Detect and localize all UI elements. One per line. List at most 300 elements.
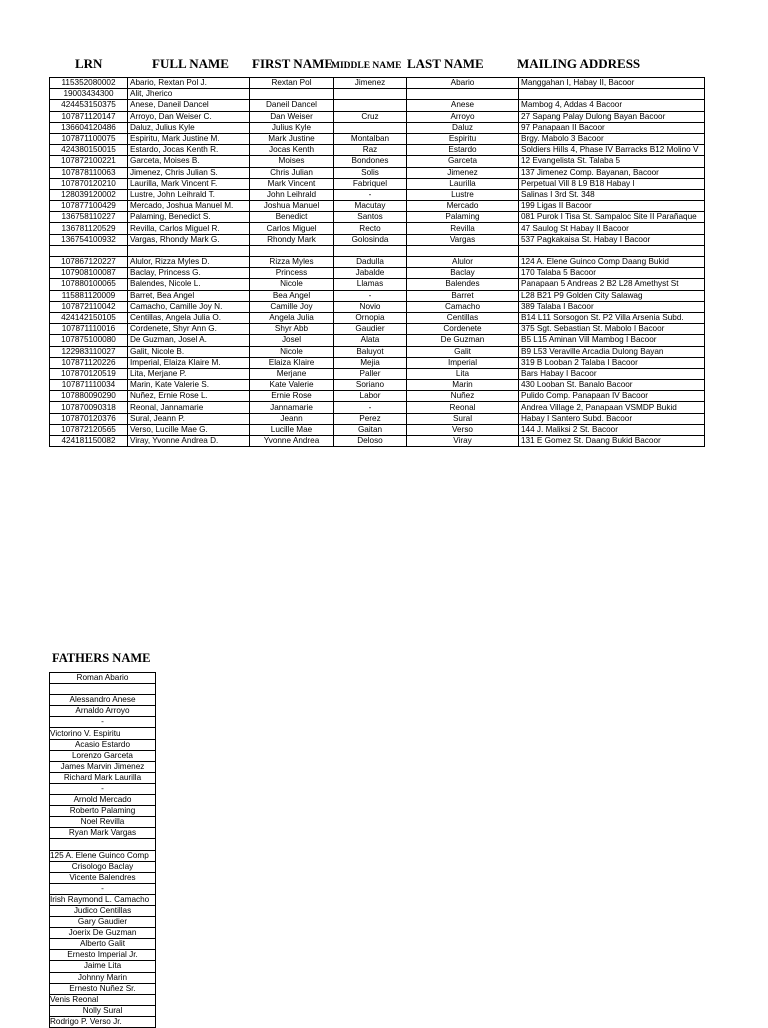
middle-name-cell: - [334,290,407,301]
middle-name-cell [334,245,407,256]
table-row [50,424,705,435]
first-name-cell: Julius Kyle [250,122,334,133]
table-row [50,1016,156,1027]
full-name-cell: Arroyo, Dan Weiser C. [128,111,250,122]
middle-name-cell: Raz [334,145,407,156]
full-name-cell: Palaming, Benedict S. [128,212,250,223]
address-cell: 081 Purok I Tisa St. Sampaloc Site II Parañaque [519,212,705,223]
lrn-cell: 19003434300 [50,89,128,100]
father-name-cell: Rodrigo P. Verso Jr. [50,1016,156,1027]
table-row [50,402,705,413]
full-name-cell: Estardo, Jocas Kenth R. [128,145,250,156]
address-cell: 47 Saulog St Habay II Bacoor [519,223,705,234]
middle-name-cell: Paller [334,368,407,379]
table-row [50,706,156,717]
first-name-cell [250,245,334,256]
lrn-cell: 136754100932 [50,234,128,245]
address-cell: B9 L53 Veraville Arcadia Dulong Bayan [519,346,705,357]
table-row [50,257,705,268]
middle-name-cell: Fabriquel [334,178,407,189]
table-row [50,245,705,256]
table-row [50,178,705,189]
address-cell: 124 A. Elene Guinco Comp Daang Bukid [519,257,705,268]
last-name-cell: Estardo [407,145,519,156]
table-row [50,145,705,156]
father-name-cell: Arnaldo Arroyo [50,706,156,717]
father-name-cell: James Marvin Jimenez [50,761,156,772]
middle-name-cell: Perez [334,413,407,424]
table-row [50,89,705,100]
table-row [50,783,156,794]
last-name-cell: Galit [407,346,519,357]
table-row [50,817,156,828]
address-cell: Mambog 4, Addas 4 Bacoor [519,100,705,111]
first-name-cell: Princess [250,268,334,279]
table-row [50,939,156,950]
middle-name-cell [334,89,407,100]
table-row [50,994,156,1005]
full-name-cell: Marin, Kate Valerie S. [128,380,250,391]
father-name-cell: Richard Mark Laurilla [50,772,156,783]
lrn-cell: 107867120227 [50,257,128,268]
lrn-cell: 128039120002 [50,189,128,200]
header-middle-name: MIDDLE NAME [331,61,402,71]
full-name-cell: Camacho, Camille Joy N. [128,301,250,312]
middle-name-cell: Ornopia [334,312,407,323]
first-name-cell: Carlos Miguel [250,223,334,234]
first-name-cell: Daneil Dancel [250,100,334,111]
full-name-cell: De Guzman, Josel A. [128,335,250,346]
first-name-cell: Mark Vincent [250,178,334,189]
last-name-cell: Lita [407,368,519,379]
table-row [50,728,156,739]
middle-name-cell: - [334,189,407,200]
middle-name-cell: - [334,402,407,413]
last-name-cell: Garceta [407,156,519,167]
first-name-cell: Elaiza Klaire [250,357,334,368]
address-cell: L28 B21 P9 Golden City Salawag [519,290,705,301]
lrn-cell: 136781120529 [50,223,128,234]
table-row [50,872,156,883]
middle-name-cell: Recto [334,223,407,234]
first-name-cell: Benedict [250,212,334,223]
full-name-cell: Laurilla, Mark Vincent F. [128,178,250,189]
last-name-cell: Marin [407,380,519,391]
full-name-cell: Garceta, Moises B. [128,156,250,167]
full-name-cell: Vargas, Rhondy Mark G. [128,234,250,245]
last-name-cell: Daluz [407,122,519,133]
father-name-cell [50,684,156,695]
father-name-cell: Arnold Mercado [50,795,156,806]
full-name-cell: Jimenez, Chris Julian S. [128,167,250,178]
middle-name-cell: Montalban [334,133,407,144]
first-name-cell: Angela Julia [250,312,334,323]
last-name-cell: Arroyo [407,111,519,122]
full-name-cell: Baclay, Princess G. [128,268,250,279]
address-cell: B5 L15 Aminan Vill Mambog I Bacoor [519,335,705,346]
student-table [49,77,705,447]
table-row [50,223,705,234]
first-name-cell: Jeann [250,413,334,424]
first-name-cell: Ernie Rose [250,391,334,402]
address-cell: 375 Sgt. Sebastian St. Mabolo I Bacoor [519,324,705,335]
last-name-cell: Imperial [407,357,519,368]
address-cell: Soldiers Hills 4, Phase IV Barracks B12 Molino V [519,145,705,156]
table-row [50,828,156,839]
first-name-cell: Rhondy Mark [250,234,334,245]
table-row [50,772,156,783]
last-name-cell: Alulor [407,257,519,268]
last-name-cell: Centillas [407,312,519,323]
table-row [50,861,156,872]
table-row [50,695,156,706]
first-name-cell: Camille Joy [250,301,334,312]
last-name-cell: Viray [407,436,519,447]
last-name-cell: Baclay [407,268,519,279]
full-name-cell: Lustre, John Leihrald T. [128,189,250,200]
table-row [50,279,705,290]
table-row [50,839,156,850]
table-row [50,928,156,939]
father-name-cell: Irish Raymond L. Camacho [50,894,156,905]
lrn-cell: 107871110016 [50,324,128,335]
first-name-cell: Kate Valerie [250,380,334,391]
father-name-cell: Venis Reonal [50,994,156,1005]
table-row [50,894,156,905]
first-name-cell: Rizza Myles [250,257,334,268]
table-row [50,156,705,167]
middle-name-cell: Llamas [334,279,407,290]
full-name-cell: Galit, Nicole B. [128,346,250,357]
father-name-cell: - [50,883,156,894]
header-first-name: FIRST NAME [252,56,334,71]
middle-name-cell: Golosinda [334,234,407,245]
middle-name-cell: Solis [334,167,407,178]
table-row [50,905,156,916]
middle-name-cell: Cruz [334,111,407,122]
table-row [50,133,705,144]
table-row [50,111,705,122]
student-table-body [50,78,705,447]
table-row [50,761,156,772]
table-row [50,961,156,972]
last-name-cell: Cordenete [407,324,519,335]
table-row [50,717,156,728]
lrn-cell: 107875100080 [50,335,128,346]
father-name-cell: Roman Abario [50,673,156,684]
lrn-cell: 107870120210 [50,178,128,189]
table-row [50,346,705,357]
last-name-cell: Palaming [407,212,519,223]
first-name-cell: Merjane [250,368,334,379]
address-cell: Bars Habay I Bacoor [519,368,705,379]
father-name-cell: Noel Revilla [50,817,156,828]
lrn-cell: 107877100429 [50,201,128,212]
table-row [50,268,705,279]
middle-name-cell: Soriano [334,380,407,391]
father-name-cell: Nolly Sural [50,1005,156,1016]
lrn-cell: 122983110027 [50,346,128,357]
table-row [50,917,156,928]
table-row [50,78,705,89]
father-name-cell: Judico Centillas [50,905,156,916]
table-row [50,100,705,111]
father-name-cell: Crisologo Baclay [50,861,156,872]
address-cell: 389 Talaba I Bacoor [519,301,705,312]
middle-name-cell: Baluyot [334,346,407,357]
full-name-cell: Lita, Merjane P. [128,368,250,379]
fathers-name-header: FATHERS NAME [52,651,151,665]
father-name-cell: Ryan Mark Vargas [50,828,156,839]
middle-name-cell: Novio [334,301,407,312]
table-row [50,436,705,447]
last-name-cell: Revilla [407,223,519,234]
full-name-cell: Alit, Jherico [128,89,250,100]
address-cell: Perpetual Vill 8 L9 B18 Habay I [519,178,705,189]
lrn-cell: 107870120519 [50,368,128,379]
address-cell: 170 Talaba 5 Bacoor [519,268,705,279]
lrn-cell: 107880100065 [50,279,128,290]
address-cell: Brgy. Mabolo 3 Bacoor [519,133,705,144]
last-name-cell: Mercado [407,201,519,212]
father-name-cell: Roberto Palaming [50,806,156,817]
lrn-cell: 424453150375 [50,100,128,111]
first-name-cell: Yvonne Andrea [250,436,334,447]
last-name-cell: Jimenez [407,167,519,178]
full-name-cell: Nuñez, Ernie Rose L. [128,391,250,402]
address-cell: Salinas I 3rd St. 348 [519,189,705,200]
address-cell: 12 Evangelista St. Talaba 5 [519,156,705,167]
first-name-cell: Jannamarie [250,402,334,413]
full-name-cell: Centillas, Angela Julia O. [128,312,250,323]
father-name-cell: Joerix De Guzman [50,928,156,939]
full-name-cell: Reonal, Jannamarie [128,402,250,413]
lrn-cell: 107908100087 [50,268,128,279]
table-row [50,380,705,391]
first-name-cell: Shyr Abb [250,324,334,335]
lrn-cell: 107870120376 [50,413,128,424]
address-cell: Andrea Village 2, Panapaan VSMDP Bukid [519,402,705,413]
middle-name-cell: Macutay [334,201,407,212]
last-name-cell: Balendes [407,279,519,290]
table-row [50,335,705,346]
table-row [50,750,156,761]
father-name-cell: Alberto Galit [50,939,156,950]
last-name-cell: Verso [407,424,519,435]
table-row [50,189,705,200]
table-row [50,301,705,312]
father-name-cell: Johnny Marin [50,972,156,983]
full-name-cell: Abario, Rextan Pol J. [128,78,250,89]
first-name-cell: Nicole [250,279,334,290]
father-name-cell: Jaime Lita [50,961,156,972]
table-row [50,391,705,402]
lrn-cell: 107871120147 [50,111,128,122]
lrn-cell: 107878110063 [50,167,128,178]
last-name-cell: Anese [407,100,519,111]
full-name-cell: Cordenete, Shyr Ann G. [128,324,250,335]
table-row [50,413,705,424]
address-cell: Manggahan I, Habay II, Bacoor [519,78,705,89]
father-name-cell: Vicente Balendres [50,872,156,883]
address-cell [519,245,705,256]
lrn-cell: 107871120226 [50,357,128,368]
first-name-cell: Lucille Mae [250,424,334,435]
table-row [50,883,156,894]
middle-name-cell: Bondones [334,156,407,167]
lrn-cell: 136604120486 [50,122,128,133]
table-row [50,850,156,861]
first-name-cell: Rextan Pol [250,78,334,89]
fathers-table [49,672,156,1028]
table-row [50,234,705,245]
lrn-cell: 107872110042 [50,301,128,312]
middle-name-cell: Jimenez [334,78,407,89]
table-row [50,122,705,133]
first-name-cell [250,89,334,100]
first-name-cell: Joshua Manuel [250,201,334,212]
father-name-cell: - [50,717,156,728]
father-name-cell: Ernesto Nuñez Sr. [50,983,156,994]
first-name-cell: Mark Justine [250,133,334,144]
address-cell: B14 L11 Sorsogon St. P2 Villa Arsenia Subd. [519,312,705,323]
full-name-cell: Verso, Lucille Mae G. [128,424,250,435]
middle-name-cell [334,100,407,111]
lrn-cell: 107871100075 [50,133,128,144]
last-name-cell: Espiritu [407,133,519,144]
header-last-name: LAST NAME [407,56,484,71]
last-name-cell: Lustre [407,189,519,200]
middle-name-cell: Alata [334,335,407,346]
last-name-cell: Camacho [407,301,519,312]
lrn-cell: 107870090318 [50,402,128,413]
lrn-cell [50,245,128,256]
full-name-cell: Sural, Jeann P. [128,413,250,424]
table-row [50,212,705,223]
first-name-cell: John Leihrald [250,189,334,200]
middle-name-cell: Mejia [334,357,407,368]
lrn-cell: 107871110034 [50,380,128,391]
address-cell: 199 Ligas II Bacoor [519,201,705,212]
table-row [50,739,156,750]
address-cell: 131 E Gomez St. Daang Bukid Bacoor [519,436,705,447]
address-cell: Panapaan 5 Andreas 2 B2 L28 Amethyst St [519,279,705,290]
full-name-cell: Alulor, Rizza Myles D. [128,257,250,268]
fathers-table-body [50,673,156,1028]
full-name-cell: Balendes, Nicole L. [128,279,250,290]
table-row [50,167,705,178]
father-name-cell [50,839,156,850]
last-name-cell: Barret [407,290,519,301]
header-full-name: FULL NAME [152,56,229,71]
address-cell: Pulido Comp. Panapaan IV Bacoor [519,391,705,402]
table-row [50,201,705,212]
father-name-cell: 125 A. Elene Guinco Comp [50,850,156,861]
address-cell: 144 J. Maliksi 2 St. Bacoor [519,424,705,435]
first-name-cell: Jocas Kenth [250,145,334,156]
lrn-cell: 424181150082 [50,436,128,447]
address-cell [519,89,705,100]
first-name-cell: Dan Weiser [250,111,334,122]
full-name-cell: Imperial, Elaiza Klaire M. [128,357,250,368]
first-name-cell: Moises [250,156,334,167]
lrn-cell: 115881120009 [50,290,128,301]
full-name-cell: Anese, Daneil Dancel [128,100,250,111]
last-name-cell: Reonal [407,402,519,413]
last-name-cell [407,245,519,256]
lrn-cell: 424380150015 [50,145,128,156]
address-cell: 319 B Looban 2 Talaba I Bacoor [519,357,705,368]
table-row [50,795,156,806]
middle-name-cell: Gaitan [334,424,407,435]
address-cell: Habay I Santero Subd. Bacoor [519,413,705,424]
table-row [50,983,156,994]
header-lrn: LRN [75,56,103,71]
father-name-cell: Victorino V. Espiritu [50,728,156,739]
middle-name-cell: Santos [334,212,407,223]
table-row [50,806,156,817]
lrn-cell: 115352080002 [50,78,128,89]
full-name-cell: Mercado, Joshua Manuel M. [128,201,250,212]
last-name-cell: Sural [407,413,519,424]
table-row [50,972,156,983]
father-name-cell: Lorenzo Garceta [50,750,156,761]
lrn-cell: 107872100221 [50,156,128,167]
table-row [50,290,705,301]
middle-name-cell: Dadulla [334,257,407,268]
last-name-cell: Laurilla [407,178,519,189]
father-name-cell: Acasio Estardo [50,739,156,750]
middle-name-cell: Jabalde [334,268,407,279]
middle-name-cell [334,122,407,133]
full-name-cell: Espiritu, Mark Justine M. [128,133,250,144]
lrn-cell: 107880090290 [50,391,128,402]
lrn-cell: 107872120565 [50,424,128,435]
table-row [50,1005,156,1016]
middle-name-cell: Gaudier [334,324,407,335]
address-cell: 537 Pagkakaisa St. Habay I Bacoor [519,234,705,245]
father-name-cell: - [50,783,156,794]
last-name-cell: De Guzman [407,335,519,346]
table-row [50,312,705,323]
first-name-cell: Josel [250,335,334,346]
address-cell: 27 Sapang Palay Dulong Bayan Bacoor [519,111,705,122]
full-name-cell [128,245,250,256]
full-name-cell: Daluz, Julius Kyle [128,122,250,133]
last-name-cell [407,89,519,100]
address-cell: 97 Panapaan II Bacoor [519,122,705,133]
header-mailing-address: MAILING ADDRESS [517,56,641,71]
table-row [50,324,705,335]
first-name-cell: Bea Angel [250,290,334,301]
first-name-cell: Chris Julian [250,167,334,178]
address-cell: 430 Looban St. Banalo Bacoor [519,380,705,391]
table-row [50,368,705,379]
full-name-cell: Revilla, Carlos Miguel R. [128,223,250,234]
full-name-cell: Viray, Yvonne Andrea D. [128,436,250,447]
table-row [50,673,156,684]
table-row [50,357,705,368]
middle-name-cell: Labor [334,391,407,402]
last-name-cell: Vargas [407,234,519,245]
first-name-cell: Nicole [250,346,334,357]
lrn-cell: 424142150105 [50,312,128,323]
father-name-cell: Alessandro Anese [50,695,156,706]
table-row [50,684,156,695]
middle-name-cell: Deloso [334,436,407,447]
last-name-cell: Nuñez [407,391,519,402]
address-cell: 137 Jimenez Comp. Bayanan, Bacoor [519,167,705,178]
